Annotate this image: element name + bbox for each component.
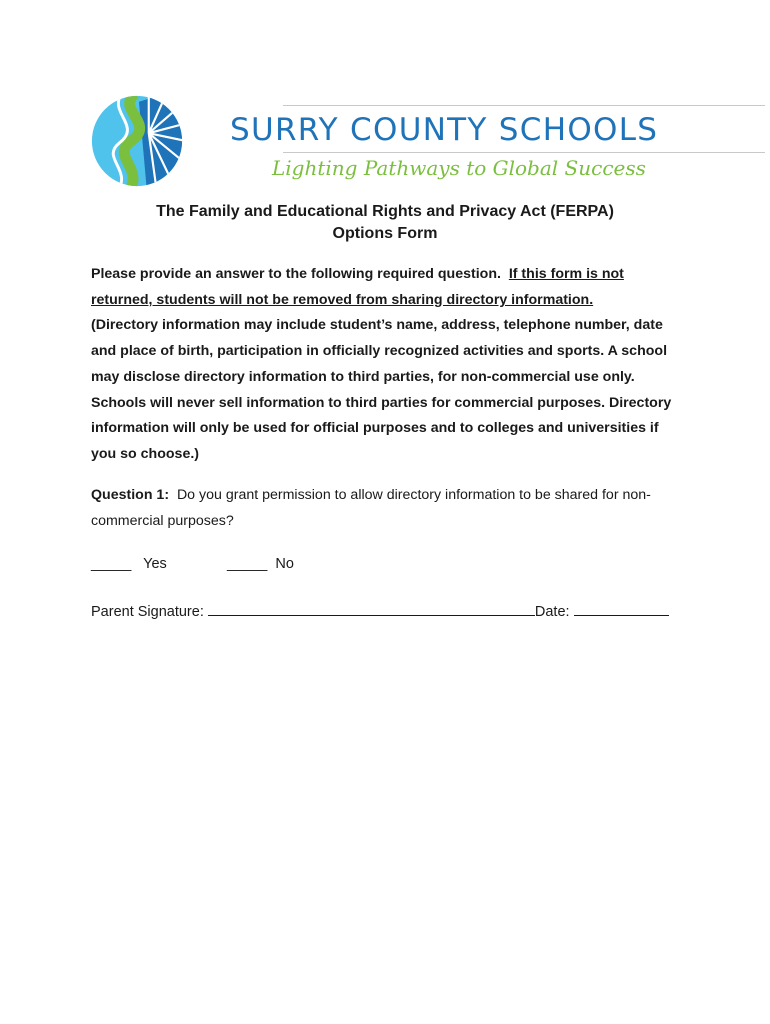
warning-text: If this form is not returned, students will not be removed from sharing directory information.	[91, 266, 624, 308]
option-no[interactable]	[227, 556, 294, 572]
header-rule-bottom	[283, 152, 765, 153]
signature-label: Parent Signature:	[91, 604, 204, 620]
school-logo	[88, 92, 688, 192]
directory-info-text: (Directory information may include student’s name, address, telephone number, date and place of birth, participation in officially recognized activities and sports. A school may disclose directory information to third parties, for non-commercial use only. Schools will never sell information to third parties for commercial purposes. Directory information will only be used for official purposes and to colleges and universities if you so choose.)	[91, 317, 672, 462]
option-no-label: No	[275, 556, 294, 572]
school-name: SURRY COUNTY SCHOOLS	[230, 112, 659, 148]
question-text: Do you grant permission to allow directory information to be shared for non-commercial purposes?	[91, 487, 651, 529]
question-label: Question 1:	[91, 487, 170, 503]
header-rule-top	[283, 105, 765, 106]
question-1	[91, 482, 681, 534]
sunburst-logo-icon	[88, 92, 186, 190]
date-label: Date:	[534, 604, 570, 620]
instruction-text: Please provide an answer to the following required question.	[91, 266, 501, 282]
option-no-blank[interactable]: _____	[227, 556, 268, 572]
signature-line[interactable]	[208, 601, 535, 616]
option-yes-blank[interactable]: _____	[91, 556, 132, 572]
instructions-block	[91, 262, 681, 468]
option-yes[interactable]	[91, 556, 167, 572]
form-title-line1: The Family and Educational Rights and Privacy Act (FERPA)	[156, 203, 614, 220]
form-title-line2: Options Form	[332, 225, 438, 242]
option-yes-label: Yes	[143, 556, 167, 572]
school-tagline: Lighting Pathways to Global Success	[272, 156, 646, 180]
signature-row	[91, 601, 669, 620]
form-title	[0, 201, 770, 245]
date-line[interactable]	[574, 601, 669, 616]
